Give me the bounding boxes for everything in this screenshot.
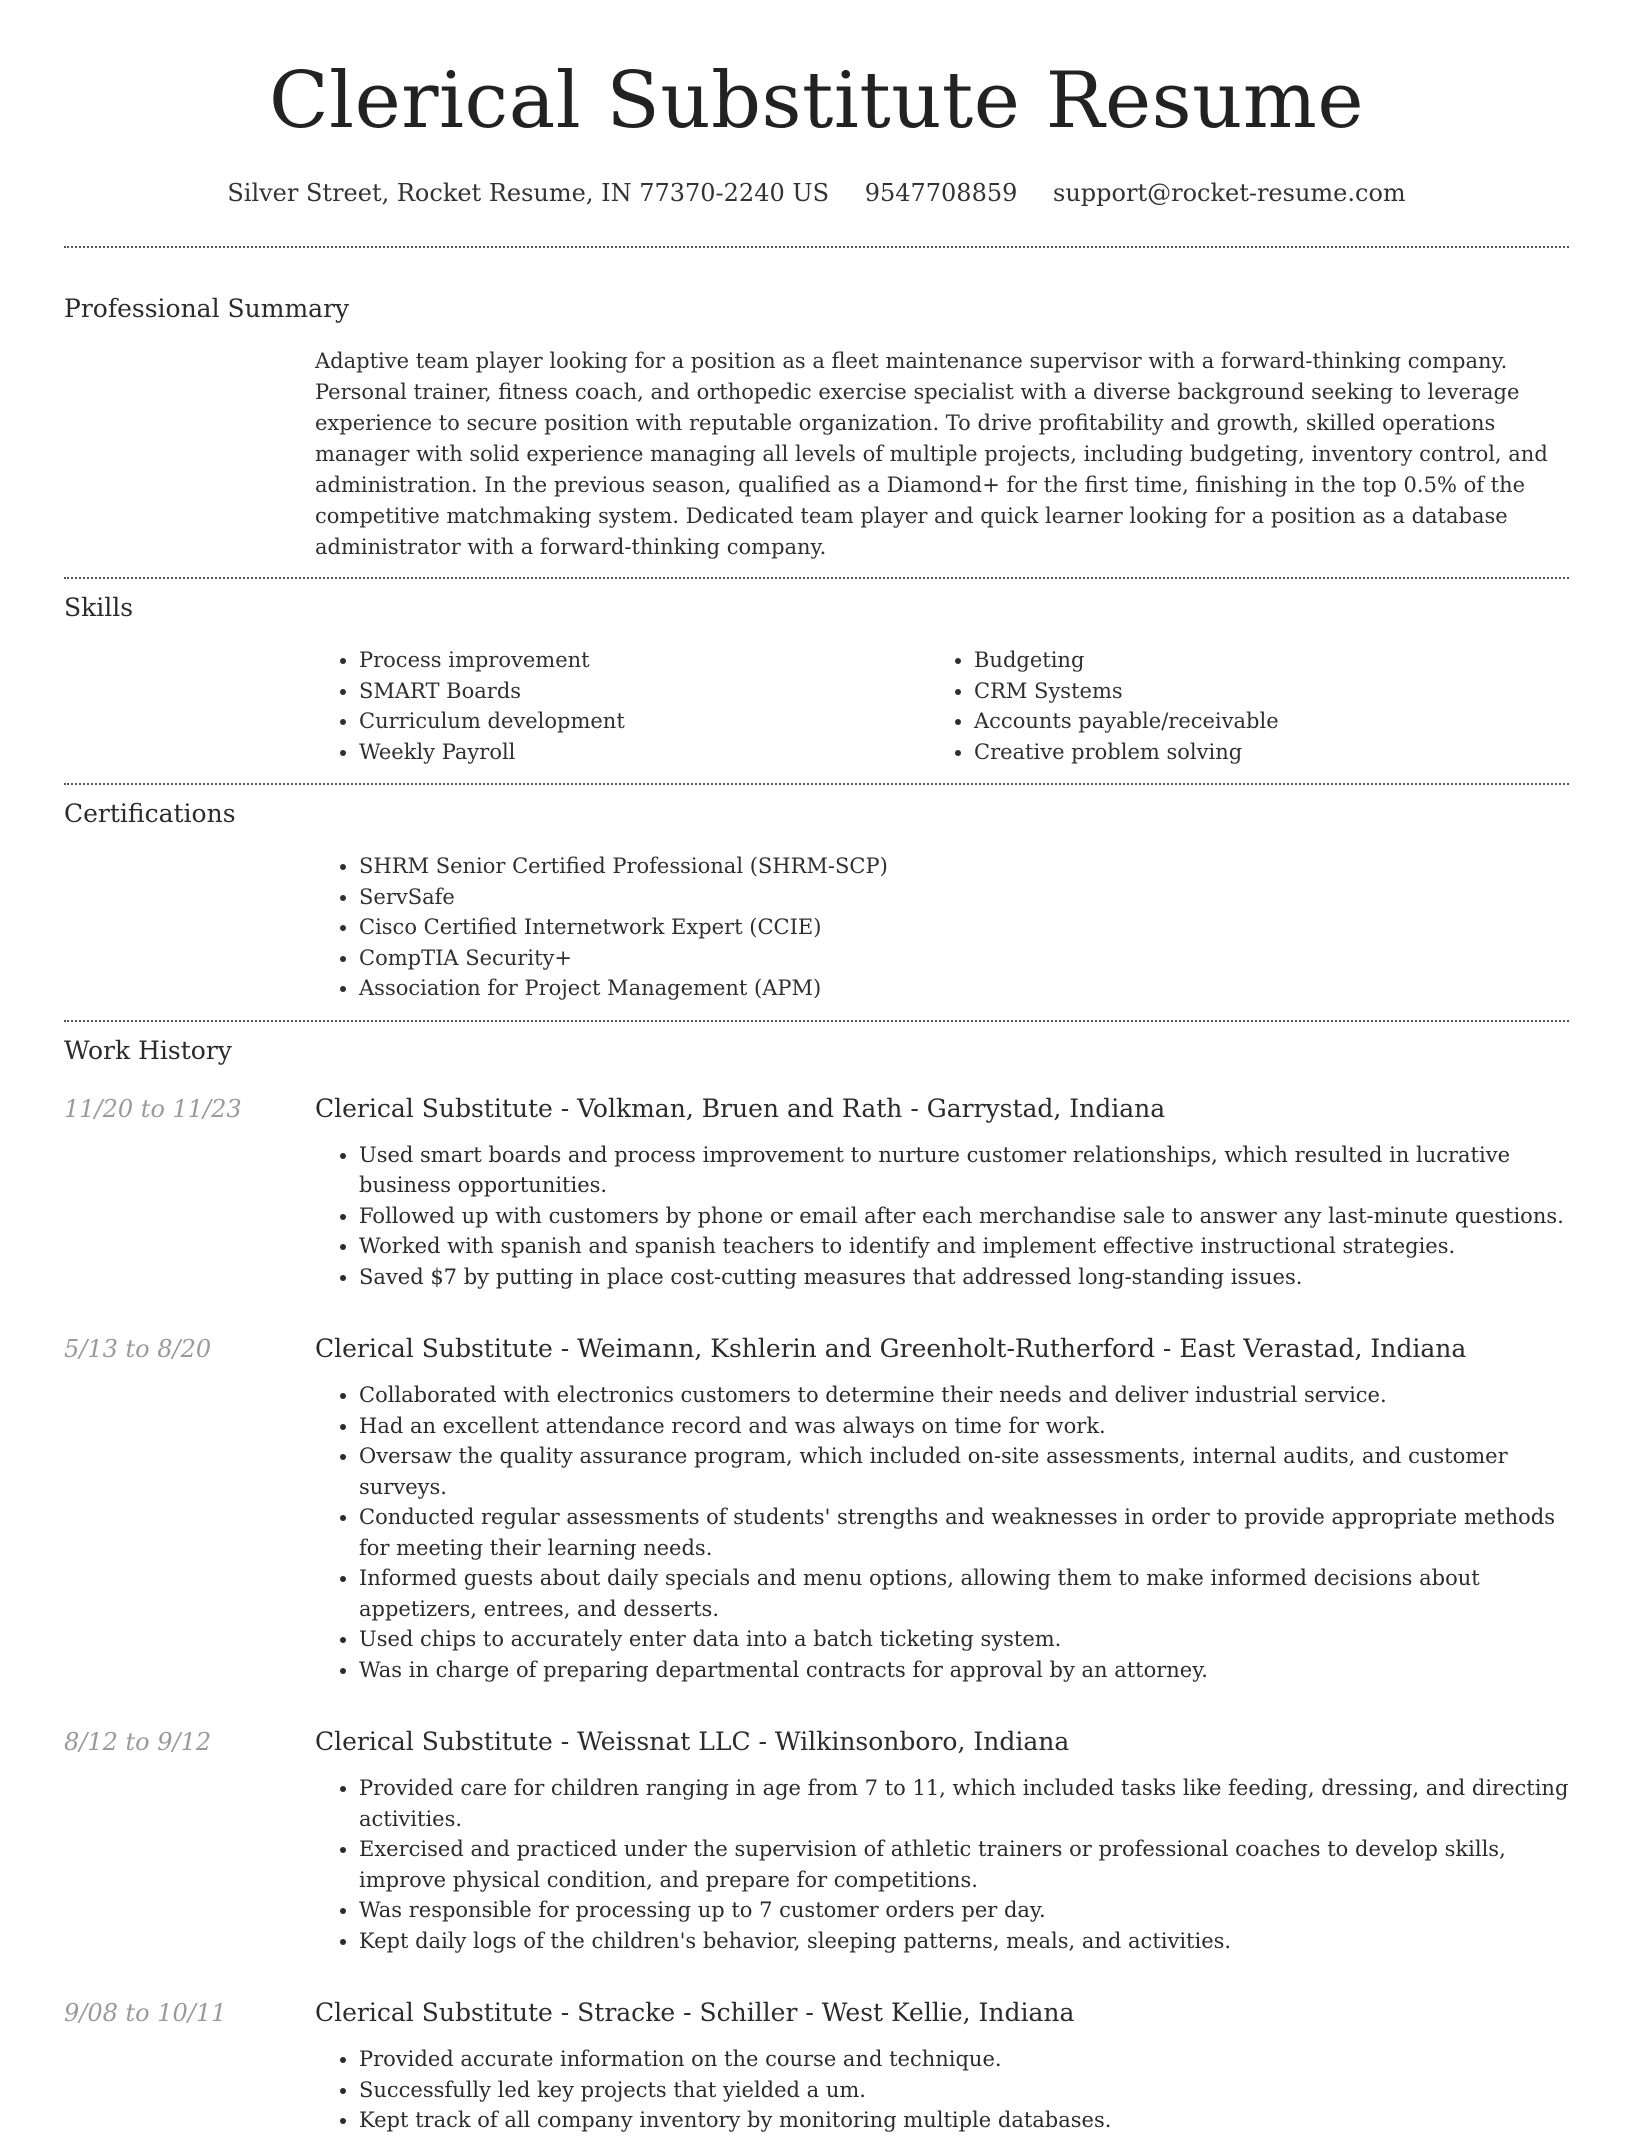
list-item: • Provided accurate information on the course and technique. — [359, 2044, 1569, 2075]
job-details — [315, 1092, 1569, 1293]
skills-list-left — [315, 645, 930, 767]
list-item: • Kept track of all company inventory by monitoring multiple databases. — [359, 2105, 1569, 2136]
list-item: • Association for Project Management (APM) — [359, 973, 1569, 1004]
job-title: Clerical Substitute - Weissnat LLC - Wilkinsonboro, Indiana — [315, 1727, 1070, 1756]
list-item: • Was responsible for processing up to 7 customer orders per day. — [359, 1895, 1569, 1926]
certifications-heading: Certifications — [64, 799, 236, 828]
work-history-heading: Work History — [64, 1035, 232, 1065]
divider — [64, 577, 1569, 579]
list-item: • CRM Systems — [974, 676, 1545, 707]
list-item: • Had an excellent attendance record and was always on time for work. — [359, 1411, 1569, 1442]
job-details — [315, 1996, 1569, 2136]
list-item: • Curriculum development — [359, 706, 930, 737]
job-title: Clerical Substitute - Weimann, Kshlerin and Greenholt-Rutherford - East Verastad, Indiana — [315, 1334, 1467, 1363]
job-title: Clerical Substitute - Stracke - Schiller - West Kellie, Indiana — [315, 1998, 1075, 2027]
list-item: • Process improvement — [359, 645, 930, 676]
job-details — [315, 1725, 1569, 1956]
list-item: • Collaborated with electronics customers to determine their needs and deliver industrial service. — [359, 1380, 1569, 1411]
summary-heading: Professional Summary — [64, 294, 350, 323]
list-item: • Successfully led key projects that yielded a um. — [359, 2075, 1569, 2106]
summary-text — [315, 346, 1569, 563]
list-item: • Weekly Payroll — [359, 737, 930, 768]
contact-line — [64, 176, 1569, 210]
list-item: • Worked with spanish and spanish teachers to identify and implement effective instructional strategies. — [359, 1231, 1569, 1262]
resume-page — [64, 0, 1569, 2132]
contact-email: support@rocket-resume.com — [1053, 179, 1406, 207]
contact-address: Silver Street, Rocket Resume, IN 77370-2240 US — [227, 179, 830, 207]
certifications-section — [315, 851, 1569, 1004]
list-item: • Provided care for children ranging in age from 7 to 11, which included tasks like feeding, dressing, and directing activities. — [359, 1773, 1569, 1834]
skills-heading: Skills — [64, 593, 134, 622]
list-item: • Was in charge of preparing departmental contracts for approval by an attorney. — [359, 1655, 1569, 1686]
job-entry — [64, 1996, 1569, 2136]
list-item: • Accounts payable/receivable — [974, 706, 1545, 737]
job-bullets — [315, 1140, 1569, 1293]
job-bullets — [315, 1380, 1569, 1685]
job-bullets — [315, 2044, 1569, 2136]
list-item: • ServSafe — [359, 882, 1569, 913]
list-item: • CompTIA Security+ — [359, 943, 1569, 974]
list-item: • Used chips to accurately enter data into a batch ticketing system. — [359, 1624, 1569, 1655]
summary-paragraph: Adaptive team player looking for a position as a fleet maintenance supervisor with a forward-thinking company. Personal trainer, fitness coach, and orthopedic exercise specialist with a diverse background seeking to leverage experience to secure position with reputable organization. To drive profitability and growth, skilled operations manager with solid experience managing all levels of multiple projects, including budgeting, inventory control, and administration. In the previous season, qualified as a Diamond+ for the first time, finishing in the top 0.5% of the competitive matchmaking system. Dedicated team player and quick learner looking for a position as a database administrator with a forward-thinking company. — [315, 349, 1548, 559]
contact-phone: 9547708859 — [864, 179, 1018, 207]
job-dates: 8/12 to 9/12 — [64, 1728, 212, 1756]
job-bullets — [315, 1773, 1569, 1956]
list-item: • Cisco Certified Internetwork Expert (CCIE) — [359, 912, 1569, 943]
resume-title: Clerical Substitute Resume — [268, 56, 1365, 146]
list-item: • Conducted regular assessments of students' strengths and weaknesses in order to provide appropriate methods for meeting their learning needs. — [359, 1502, 1569, 1563]
list-item: • Informed guests about daily specials and menu options, allowing them to make informed decisions about appetizers, entrees, and desserts. — [359, 1563, 1569, 1624]
divider — [64, 1020, 1569, 1022]
divider — [64, 246, 1569, 248]
list-item: • Budgeting — [974, 645, 1545, 676]
job-entry — [64, 1725, 1569, 1956]
job-title: Clerical Substitute - Volkman, Bruen and Rath - Garrystad, Indiana — [315, 1093, 1166, 1123]
job-dates: 5/13 to 8/20 — [64, 1335, 212, 1363]
job-entry — [64, 1092, 1569, 1293]
skills-grid — [315, 645, 1569, 767]
skills-list-right — [930, 645, 1545, 767]
list-item: • Used smart boards and process improvement to nurture customer relationships, which resulted in lucrative business opportunities. — [359, 1140, 1569, 1201]
job-dates: 11/20 to 11/23 — [64, 1094, 242, 1123]
list-item: • SHRM Senior Certified Professional (SHRM-SCP) — [359, 851, 1569, 882]
list-item: • SMART Boards — [359, 676, 930, 707]
list-item: • Oversaw the quality assurance program, which included on-site assessments, internal audits, and customer surveys. — [359, 1441, 1569, 1502]
job-dates: 9/08 to 10/11 — [64, 1999, 227, 2027]
list-item: • Saved $7 by putting in place cost-cutting measures that addressed long-standing issues. — [359, 1262, 1569, 1293]
list-item: • Creative problem solving — [974, 737, 1545, 768]
list-item: • Exercised and practiced under the supervision of athletic trainers or professional coaches to develop skills, improve physical condition, and prepare for competitions. — [359, 1834, 1569, 1895]
job-details — [315, 1332, 1569, 1685]
divider — [64, 783, 1569, 785]
certifications-list — [315, 851, 1569, 1004]
list-item: • Followed up with customers by phone or email after each merchandise sale to answer any last-minute questions. — [359, 1201, 1569, 1232]
job-entry — [64, 1332, 1569, 1685]
list-item: • Kept daily logs of the children's behavior, sleeping patterns, meals, and activities. — [359, 1926, 1569, 1957]
